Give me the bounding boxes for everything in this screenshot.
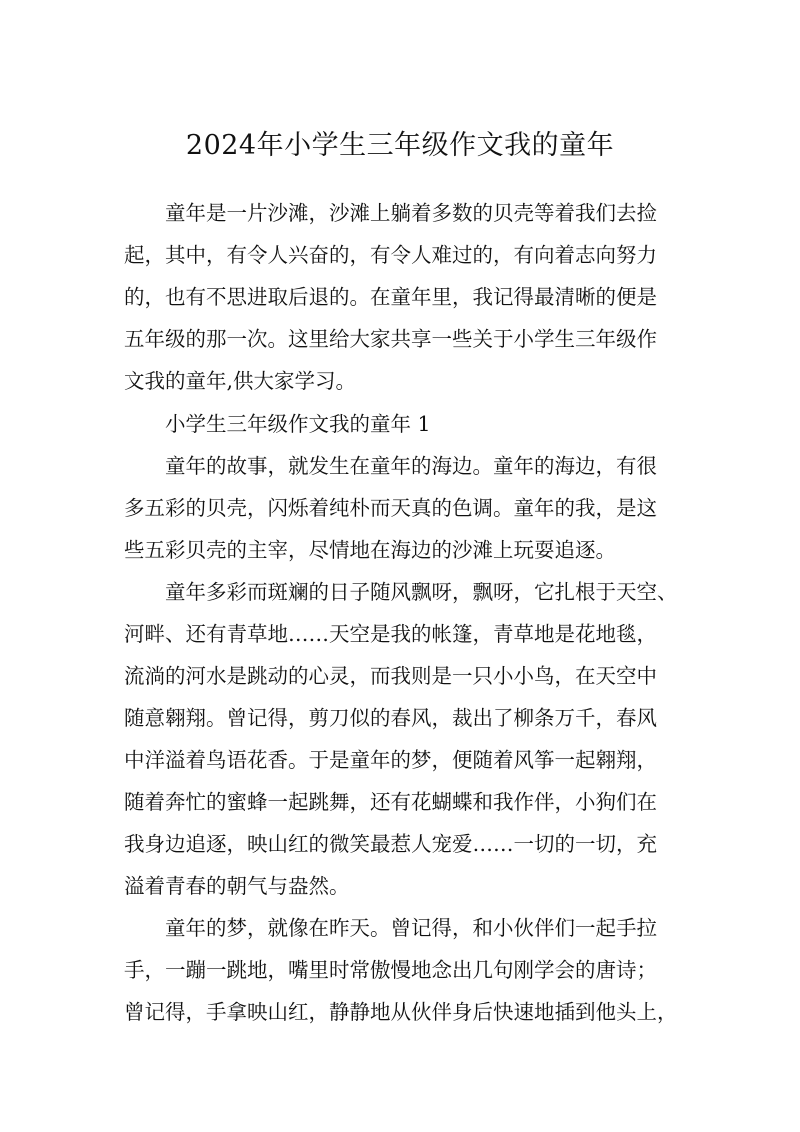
paragraph-line: 童年是一片沙滩，沙滩上躺着多数的贝壳等着我们去捡: [165, 201, 657, 225]
paragraph-line: 随着奔忙的蜜蜂一起跳舞，还有花蝴蝶和我作伴，小狗们在: [124, 790, 657, 814]
document-title: 2024年小学生三年级作文我的童年: [185, 130, 615, 161]
paragraph-line: 流淌的河水是跳动的心灵，而我则是一只小小鸟，在天空中: [124, 664, 657, 688]
paragraph-line: 起，其中，有令人兴奋的，有令人难过的，有向着志向努力: [124, 243, 657, 267]
paragraph-line: 随意翱翔。曾记得，剪刀似的春风，裁出了柳条万千，春风: [124, 706, 657, 730]
paragraph-line: 我身边追逐，映山红的微笑最惹人宠爱……一切的一切，充: [124, 832, 657, 856]
paragraph-line: 的，也有不思进取后退的。在童年里，我记得最清晰的便是: [124, 285, 657, 309]
paragraph-line: 童年多彩而斑斓的日子随风飘呀，飘呀，它扎根于天空、: [165, 580, 678, 604]
paragraph-line: 文我的童年,供大家学习。: [124, 369, 357, 393]
paragraph-line: 童年的故事，就发生在童年的海边。童年的海边，有很: [165, 454, 657, 478]
paragraph-line: 手，一蹦一跳地，嘴里时常傲慢地念出几句刚学会的唐诗；: [124, 958, 657, 982]
paragraph-line: 溢着青春的朝气与盎然。: [124, 874, 350, 898]
paragraph-line: 中洋溢着鸟语花香。于是童年的梦，便随着风筝一起翱翔，: [124, 748, 657, 772]
paragraph-line: 些五彩贝壳的主宰，尽情地在海边的沙滩上玩耍追逐。: [124, 538, 616, 562]
paragraph-line: 河畔、还有青草地……天空是我的帐篷，青草地是花地毯，: [124, 622, 657, 646]
paragraph-line: 五年级的那一次。这里给大家共享一些关于小学生三年级作: [124, 327, 657, 351]
paragraph-line: 童年的梦，就像在昨天。曾记得，和小伙伴们一起手拉: [165, 916, 657, 940]
section-heading: 小学生三年级作文我的童年 1: [165, 412, 431, 436]
paragraph-line: 曾记得，手拿映山红，静静地从伙伴身后快速地插到他头上，: [124, 1000, 678, 1024]
paragraph-line: 多五彩的贝壳，闪烁着纯朴而天真的色调。童年的我，是这: [124, 496, 657, 520]
